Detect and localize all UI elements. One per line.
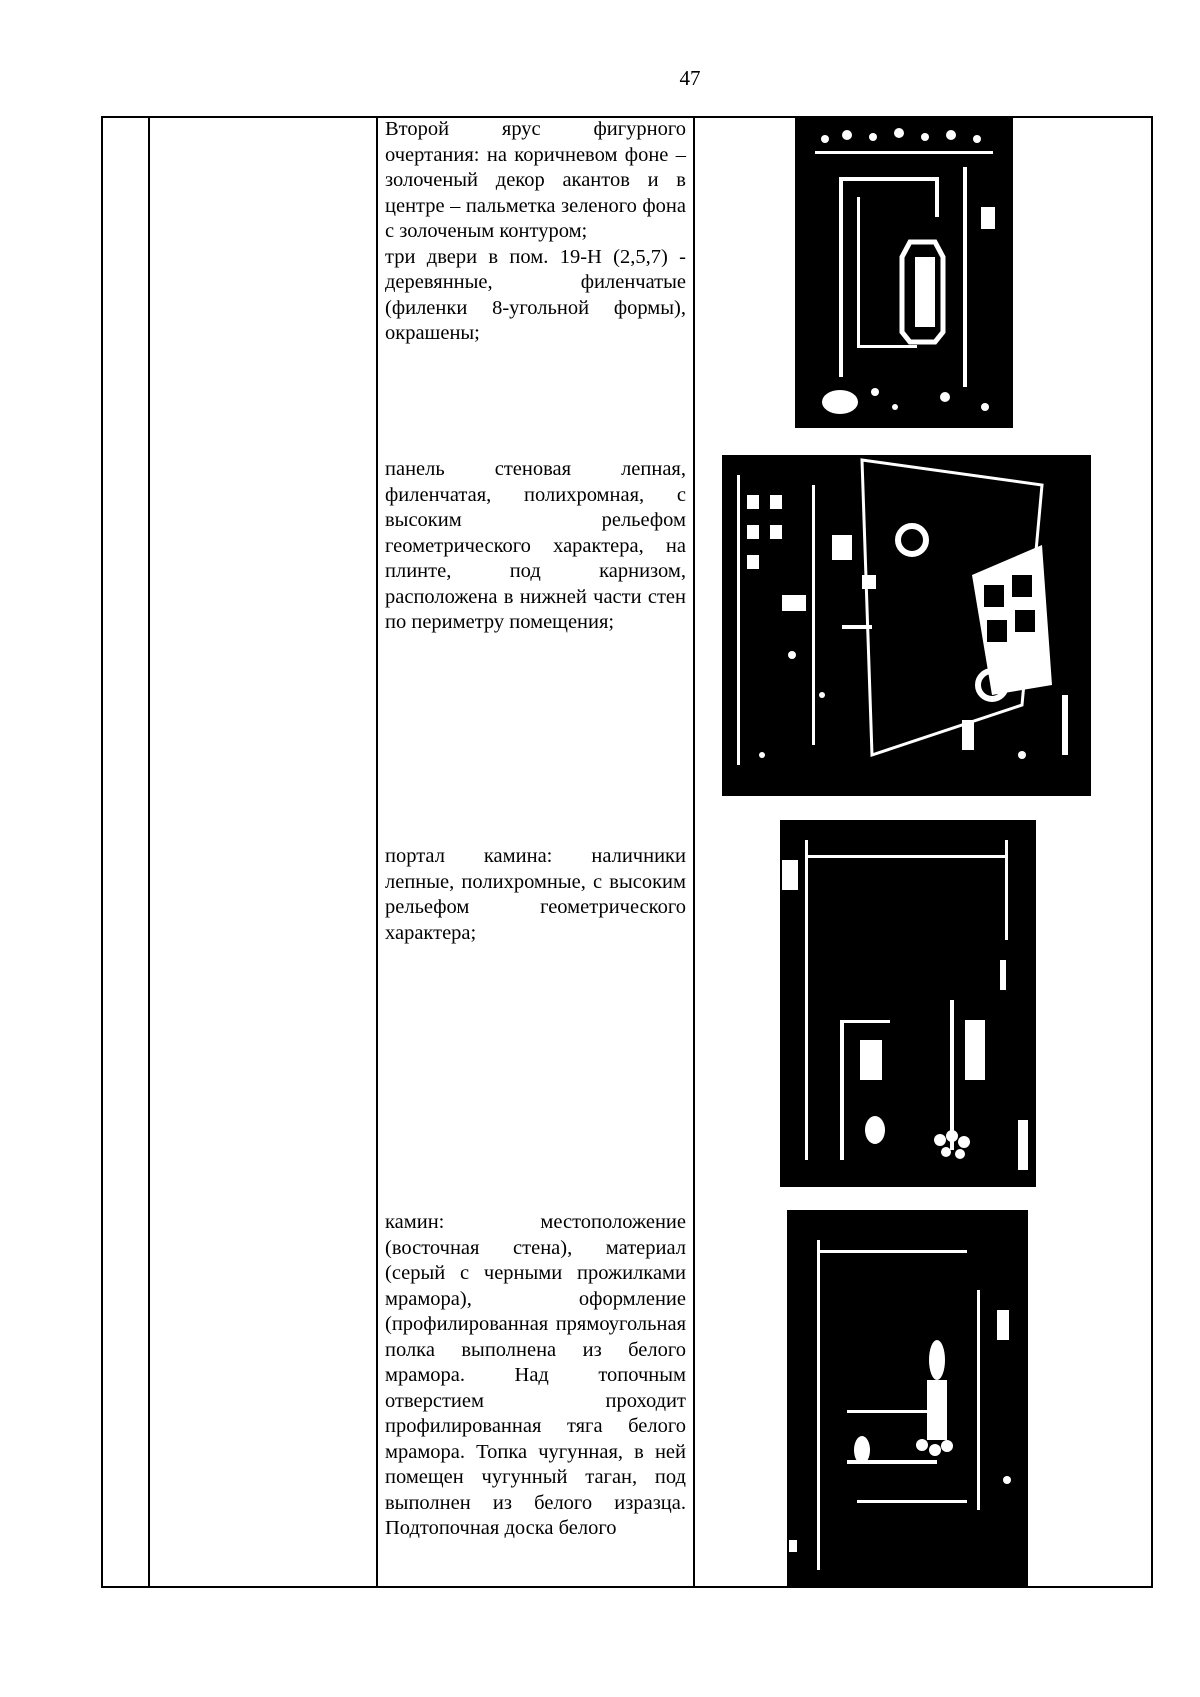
page-number: 47 [679, 66, 701, 90]
description-paragraph: Второй ярус фигурного очертания: на коричневом фоне – золоченый декор акантов и в центре – пальметка зеленого фона с золоченым контуром; [385, 118, 686, 242]
photo-fireplace [787, 1210, 1028, 1588]
description-paragraph: три двери в пом. 19-Н (2,5,7) - деревянные, филенчатые (филенки 8-угольной формы), окрашены; [385, 245, 686, 344]
description-cell-3 [385, 844, 686, 946]
description-cell-2 [385, 457, 686, 636]
photo-door-panel [795, 117, 1013, 428]
description-cell-4 [385, 1210, 686, 1542]
column-divider [376, 118, 378, 1586]
description-paragraph: камин: местоположение (восточная стена), материал (серый с черными прожилками мрамора), оформление (профилированная прямоугольная полка выполнена из белого мрамора. Над топочным отверстием проходит профилированная тяга белого мрамора. Топка чугунная, в ней помещен чугунный таган, под выполнен из белого изразца. Подтопочная доска белого [385, 1211, 686, 1539]
column-divider [148, 118, 150, 1586]
photo-wall-panel [722, 455, 1091, 796]
column-divider [693, 118, 695, 1586]
description-paragraph: портал камина: наличники лепные, полихромные, с высоким рельефом геометрического характера; [385, 845, 686, 944]
photo-fireplace-portal [780, 820, 1036, 1187]
description-paragraph: панель стеновая лепная, филенчатая, полихромная, с высоким рельефом геометрического характера, на плинте, под карнизом, расположена в нижней части стен по периметру помещения; [385, 458, 686, 633]
description-cell-1 [385, 117, 686, 347]
